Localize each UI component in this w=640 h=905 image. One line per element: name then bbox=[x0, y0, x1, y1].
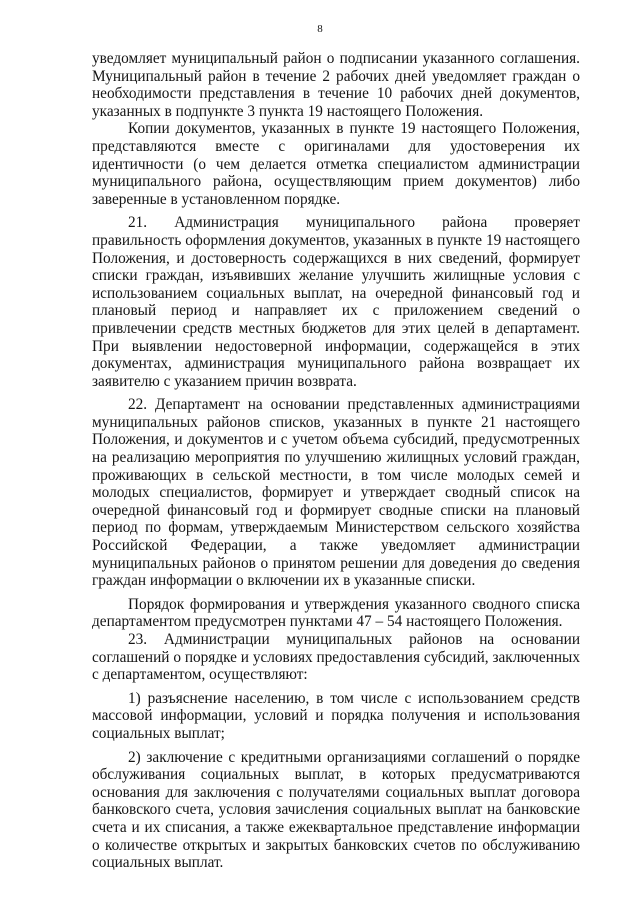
paragraph-item-1: 1) разъяснение населению, в том числе с использованием средств массовой информации, условий и порядка получения и использования социальных выплат; bbox=[92, 689, 580, 742]
paragraph-document-copies: Копии документов, указанных в пункте 19 настоящего Положения, представляются вместе с оригиналами для удостоверения их идентичности (о чем делается отметка специалистом администрации муниципального района, осуществляющим прием документов) либо заверенные в установленном порядке. bbox=[92, 120, 580, 208]
paragraph-item-2: 2) заключение с кредитными организациями соглашений о порядке обслуживания социальных выплат, в которых предусматриваются основания для заключения с получателями социальных выплат договора банковского счета, условия зачисления социальных выплат на банковские счета и их списания, а также ежеквартальное представление информации о количестве открытых и закрытых банковских счетов по обслуживанию социальных выплат. bbox=[92, 748, 580, 872]
paragraph-summary-list-procedure: Порядок формирования и утверждения указанного сводного списка департаментом предусмотрен пунктами 47 – 54 настоящего Положения. bbox=[92, 595, 580, 631]
paragraph-clause-22: 22. Департамент на основании представленных администрациями муниципальных районов списков, указанных в пункте 21 настоящего Положения, и документов и с учетом объема субсидий, предусмотренных на реализацию мероприятия по улучшению жилищных условий граждан, проживающих в сельской местности, в том числе молодых семей и молодых специалистов, формирует и утверждает сводный список на очередной финансовый год и формирует сводные списки на плановый период по формам, утверждаемым Министерством сельского хозяйства Российской Федерации, а также уведомляет администрации муниципальных районов о принятом решении для доведения до сведения граждан информации о включении их в указанные списки. bbox=[92, 396, 580, 590]
document-body bbox=[92, 50, 580, 872]
paragraph-continuation: уведомляет муниципальный район о подписании указанного соглашения. Муниципальный район в течение 2 рабочих дней уведомляет граждан о необходимости представления в течение 10 рабочих дней документов, указанных в подпункте 3 пункта 19 настоящего Положения. bbox=[92, 50, 580, 120]
paragraph-clause-21: 21. Администрация муниципального района проверяет правильность оформления документов, указанных в пункте 19 настоящего Положения, и достоверность содержащихся в них сведений, формирует списки граждан, изъявивших желание улучшить жилищные условия с использованием социальных выплат, на очередной финансовый год и плановый период и направляет их с приложением сведений о привлечении средств местных бюджетов для этих целей в департамент. При выявлении недостоверной информации, содержащейся в этих документах, администрация муниципального района возвращает их заявителю с указанием причин возврата. bbox=[92, 214, 580, 390]
paragraph-clause-23: 23. Администрации муниципальных районов на основании соглашений о порядке и условиях предоставления субсидий, заключенных с департаментом, осуществляют: bbox=[92, 631, 580, 684]
page-number: 8 bbox=[317, 23, 323, 35]
